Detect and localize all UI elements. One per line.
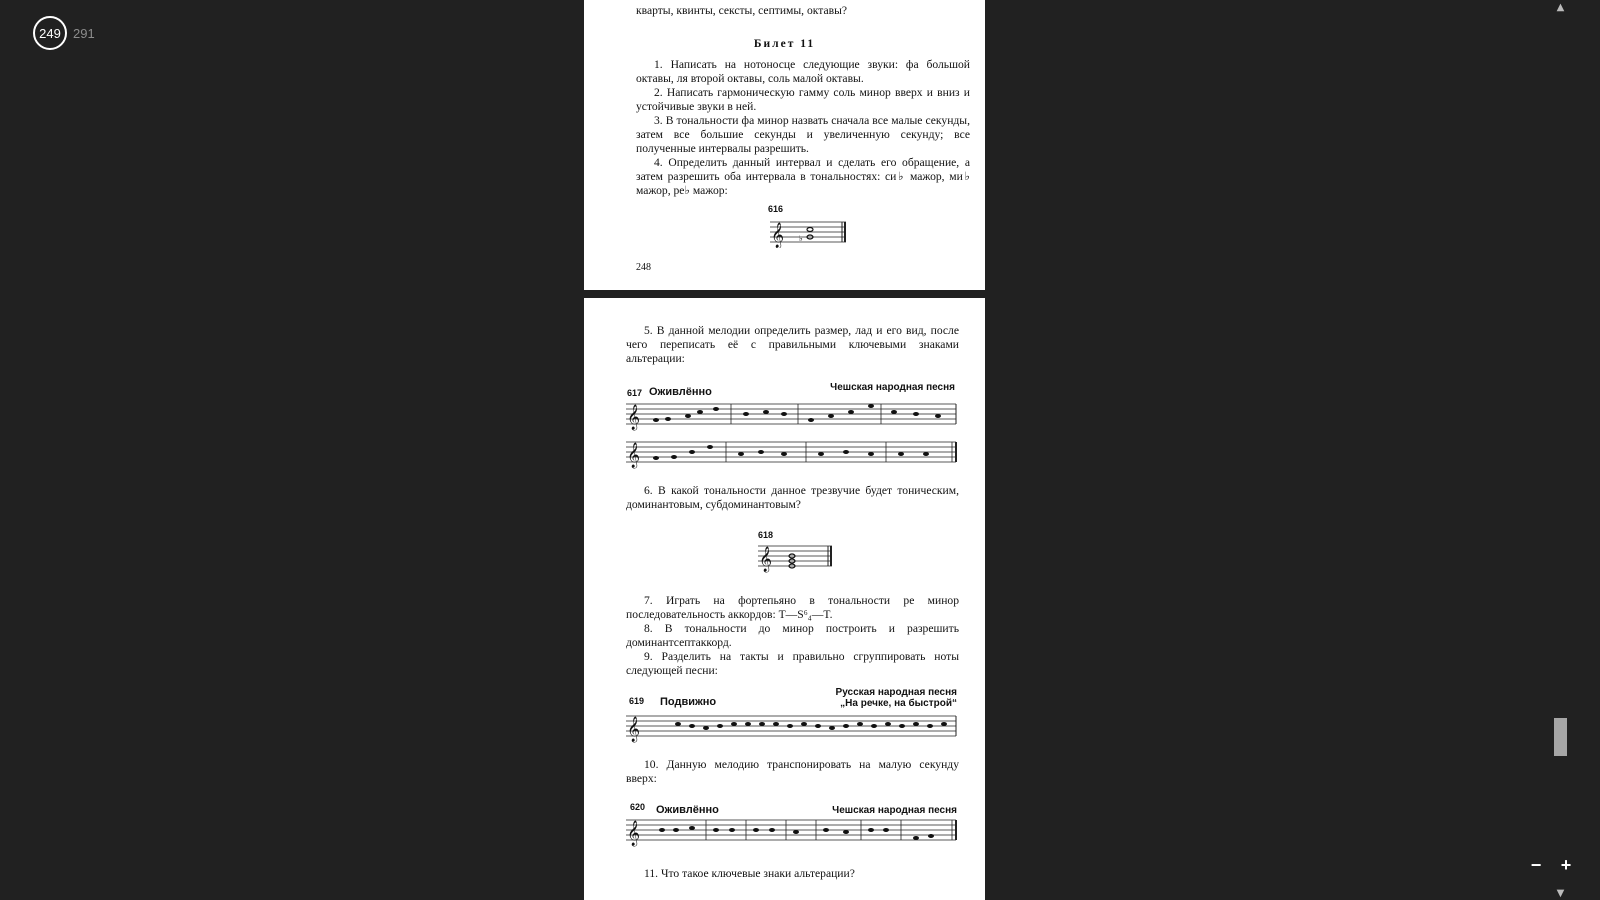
questions-block-b xyxy=(626,594,959,678)
source-619-line2: „На речке, на быстрой“ xyxy=(840,698,957,709)
scroll-down-arrow-icon[interactable]: ▼ xyxy=(1556,887,1565,899)
figure-616-number: 616 xyxy=(768,204,784,214)
svg-text:𝄞: 𝄞 xyxy=(771,223,785,248)
question-3: 3. В тональности фа минор назвать сначала все малые секунды, затем все большие секунды и увеличенную секунду; все полученные интервалы разрешить. xyxy=(636,114,970,155)
svg-text:𝄞: 𝄞 xyxy=(627,821,641,846)
zoom-out-button[interactable]: − xyxy=(1530,855,1542,875)
page-a-top-text: кварты, квинты, сексты, септимы, октавы? xyxy=(636,4,848,17)
current-page-badge: 249 xyxy=(33,16,67,50)
figure-620-number: 620 xyxy=(630,802,646,812)
music-staff-617 xyxy=(626,398,961,472)
source-619-line1: Русская народная песня xyxy=(835,687,957,698)
svg-text:𝄞: 𝄞 xyxy=(759,547,773,572)
figure-617-number: 617 xyxy=(627,388,643,398)
document-page-248 xyxy=(584,0,985,290)
question-6 xyxy=(626,484,959,512)
question-5 xyxy=(626,324,959,366)
question-5-text: 5. В данной мелодии определить размер, лад и его вид, после чего переписать её с правильными ключевыми знаками альтерации: xyxy=(626,324,959,365)
ticket-title: Билет 11 xyxy=(753,38,816,50)
svg-text:𝄞: 𝄞 xyxy=(627,405,641,430)
vertical-scrollbar[interactable] xyxy=(1553,0,1568,900)
music-staff-616 xyxy=(768,214,848,248)
svg-text:𝄞: 𝄞 xyxy=(627,717,641,742)
question-11-text: 11. Что такое ключевые знаки альтерации? xyxy=(644,867,855,880)
scrollbar-thumb[interactable] xyxy=(1554,718,1567,756)
question-7: 7. Играть на фортепьяно в тональности ре минор последовательность аккордов: T—S⁶₄—T. xyxy=(626,594,959,621)
music-staff-618 xyxy=(756,540,836,574)
question-2: 2. Написать гармоническую гамму соль минор вверх и вниз и устойчивые звуки в ней. xyxy=(636,86,970,113)
question-6-text: 6. В какой тональности данное трезвучие будет тоническим, доминантовым, субдоминантовым? xyxy=(626,484,959,511)
source-619 xyxy=(836,687,957,709)
scroll-up-arrow-icon[interactable]: ▲ xyxy=(1556,1,1565,13)
tempo-619: Подвижно xyxy=(660,696,717,708)
zoom-in-button[interactable]: + xyxy=(1560,855,1572,875)
question-10-text: 10. Данную мелодию транспонировать на малую секунду вверх: xyxy=(626,758,959,785)
svg-text:♭: ♭ xyxy=(799,234,803,243)
question-10 xyxy=(626,758,959,786)
questions-block-a xyxy=(636,58,970,198)
page-counter xyxy=(33,16,95,50)
question-8: 8. В тональности до минор построить и разрешить доминантсептаккорд. xyxy=(626,622,959,649)
page-number: 248 xyxy=(636,262,651,273)
tempo-617: Оживлённо xyxy=(649,386,712,398)
total-pages: 291 xyxy=(73,25,95,41)
question-1: 1. Написать на нотоносце следующие звуки: фа большой октавы, ля второй октавы, соль малой октавы. xyxy=(636,58,970,85)
document-page-249 xyxy=(584,298,985,900)
svg-text:𝄞: 𝄞 xyxy=(627,443,641,468)
question-11 xyxy=(626,867,959,881)
question-9: 9. Разделить на такты и правильно сгруппировать ноты следующей песни: xyxy=(626,650,959,677)
figure-619-number: 619 xyxy=(629,696,645,706)
tempo-620: Оживлённо xyxy=(656,804,719,816)
source-620: Чешская народная песня xyxy=(832,805,957,816)
figure-618-number: 618 xyxy=(758,530,774,540)
source-617: Чешская народная песня xyxy=(830,382,955,393)
music-staff-620 xyxy=(626,814,961,848)
music-staff-619 xyxy=(626,710,961,744)
question-4: 4. Определить данный интервал и сделать его обращение, а затем разрешить оба интервала в тональностях: си♭ мажор, ми♭ мажор, ре♭ мажор: xyxy=(636,156,970,197)
